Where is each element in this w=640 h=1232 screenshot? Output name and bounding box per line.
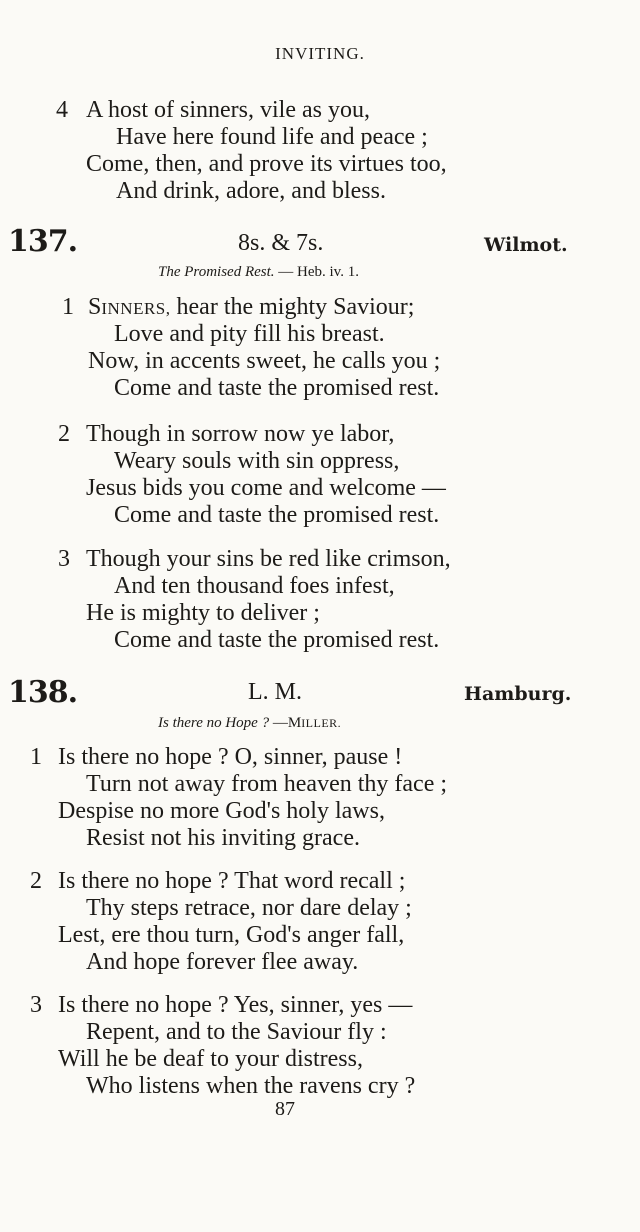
tune-name: Wilmot. <box>484 234 568 256</box>
hymn-meter: 8s. & 7s. <box>238 230 324 256</box>
verse-line: Lest, ere thou turn, God's anger fall, <box>58 922 405 948</box>
drop-cap: S <box>88 294 102 320</box>
hymn-subtitle <box>158 262 359 282</box>
subtitle-dash: — <box>272 715 288 731</box>
subtitle-reference: — Heb. iv. 1. <box>278 264 359 280</box>
verse-line: And ten thousand foes infest, <box>114 573 395 599</box>
verse-line: And hope forever flee away. <box>86 949 359 975</box>
verse-line: Repent, and to the Saviour fly : <box>86 1019 387 1045</box>
verse-line: Have here found life and peace ; <box>116 124 428 150</box>
subtitle-author-cap: M <box>287 715 302 731</box>
verse-line: Come and taste the promised rest. <box>114 375 440 401</box>
verse-line: Is there no hope ? O, sinner, pause ! <box>58 744 403 770</box>
running-head: INVITING. <box>275 44 365 63</box>
stanza-number: 3 <box>30 992 42 1018</box>
verse-line: Resist not his inviting grace. <box>86 825 360 851</box>
verse-line: Though in sorrow now ye labor, <box>86 421 395 447</box>
verse-line: Love and pity fill his breast. <box>114 321 385 347</box>
verse-line <box>88 293 414 323</box>
verse-line: Turn not away from heaven thy face ; <box>86 771 448 797</box>
verse-line: Come and taste the promised rest. <box>114 502 440 528</box>
verse-line: And drink, adore, and bless. <box>116 178 386 204</box>
stanza-number: 2 <box>30 868 42 894</box>
line-text: hear the mighty Saviour; <box>176 294 415 320</box>
page-number: 87 <box>275 1098 295 1120</box>
verse-line: He is mighty to deliver ; <box>86 600 320 626</box>
verse-line: Weary souls with sin oppress, <box>114 448 400 474</box>
stanza-number: 1 <box>30 744 42 770</box>
verse-line: Thy steps retrace, nor dare delay ; <box>86 895 412 921</box>
subtitle-title: Is there no Hope ? <box>158 715 270 731</box>
tune-name: Hamburg. <box>464 683 572 705</box>
verse-line: Who listens when the ravens cry ? <box>86 1073 416 1099</box>
verse-line: Jesus bids you come and welcome — <box>86 475 446 501</box>
hymn-number: 137. <box>8 224 78 259</box>
subtitle-author-rest: ILLER. <box>301 716 342 730</box>
verse-line: Will he be deaf to your distress, <box>58 1046 363 1072</box>
stanza-number: 3 <box>58 546 70 572</box>
hymn-subtitle <box>158 713 341 733</box>
verse-line: A host of sinners, vile as you, <box>86 97 370 123</box>
hymn-meter: L. M. <box>248 679 302 705</box>
verse-line: Despise no more God's holy laws, <box>58 798 385 824</box>
verse-line: Is there no hope ? Yes, sinner, yes — <box>58 992 413 1018</box>
subtitle-title: The Promised Rest. <box>158 264 275 280</box>
stanza-number: 1 <box>62 294 74 320</box>
stanza-number: 4 <box>56 97 68 123</box>
verse-line: Come and taste the promised rest. <box>114 627 440 653</box>
hymn-number: 138. <box>8 675 78 710</box>
verse-line: Now, in accents sweet, he calls you ; <box>88 348 441 374</box>
verse-line: Is there no hope ? That word recall ; <box>58 868 406 894</box>
verse-line: Though your sins be red like crimson, <box>86 546 451 572</box>
verse-line: Come, then, and prove its virtues too, <box>86 151 447 177</box>
stanza-number: 2 <box>58 421 70 447</box>
small-caps-word: INNERS, <box>101 299 171 318</box>
